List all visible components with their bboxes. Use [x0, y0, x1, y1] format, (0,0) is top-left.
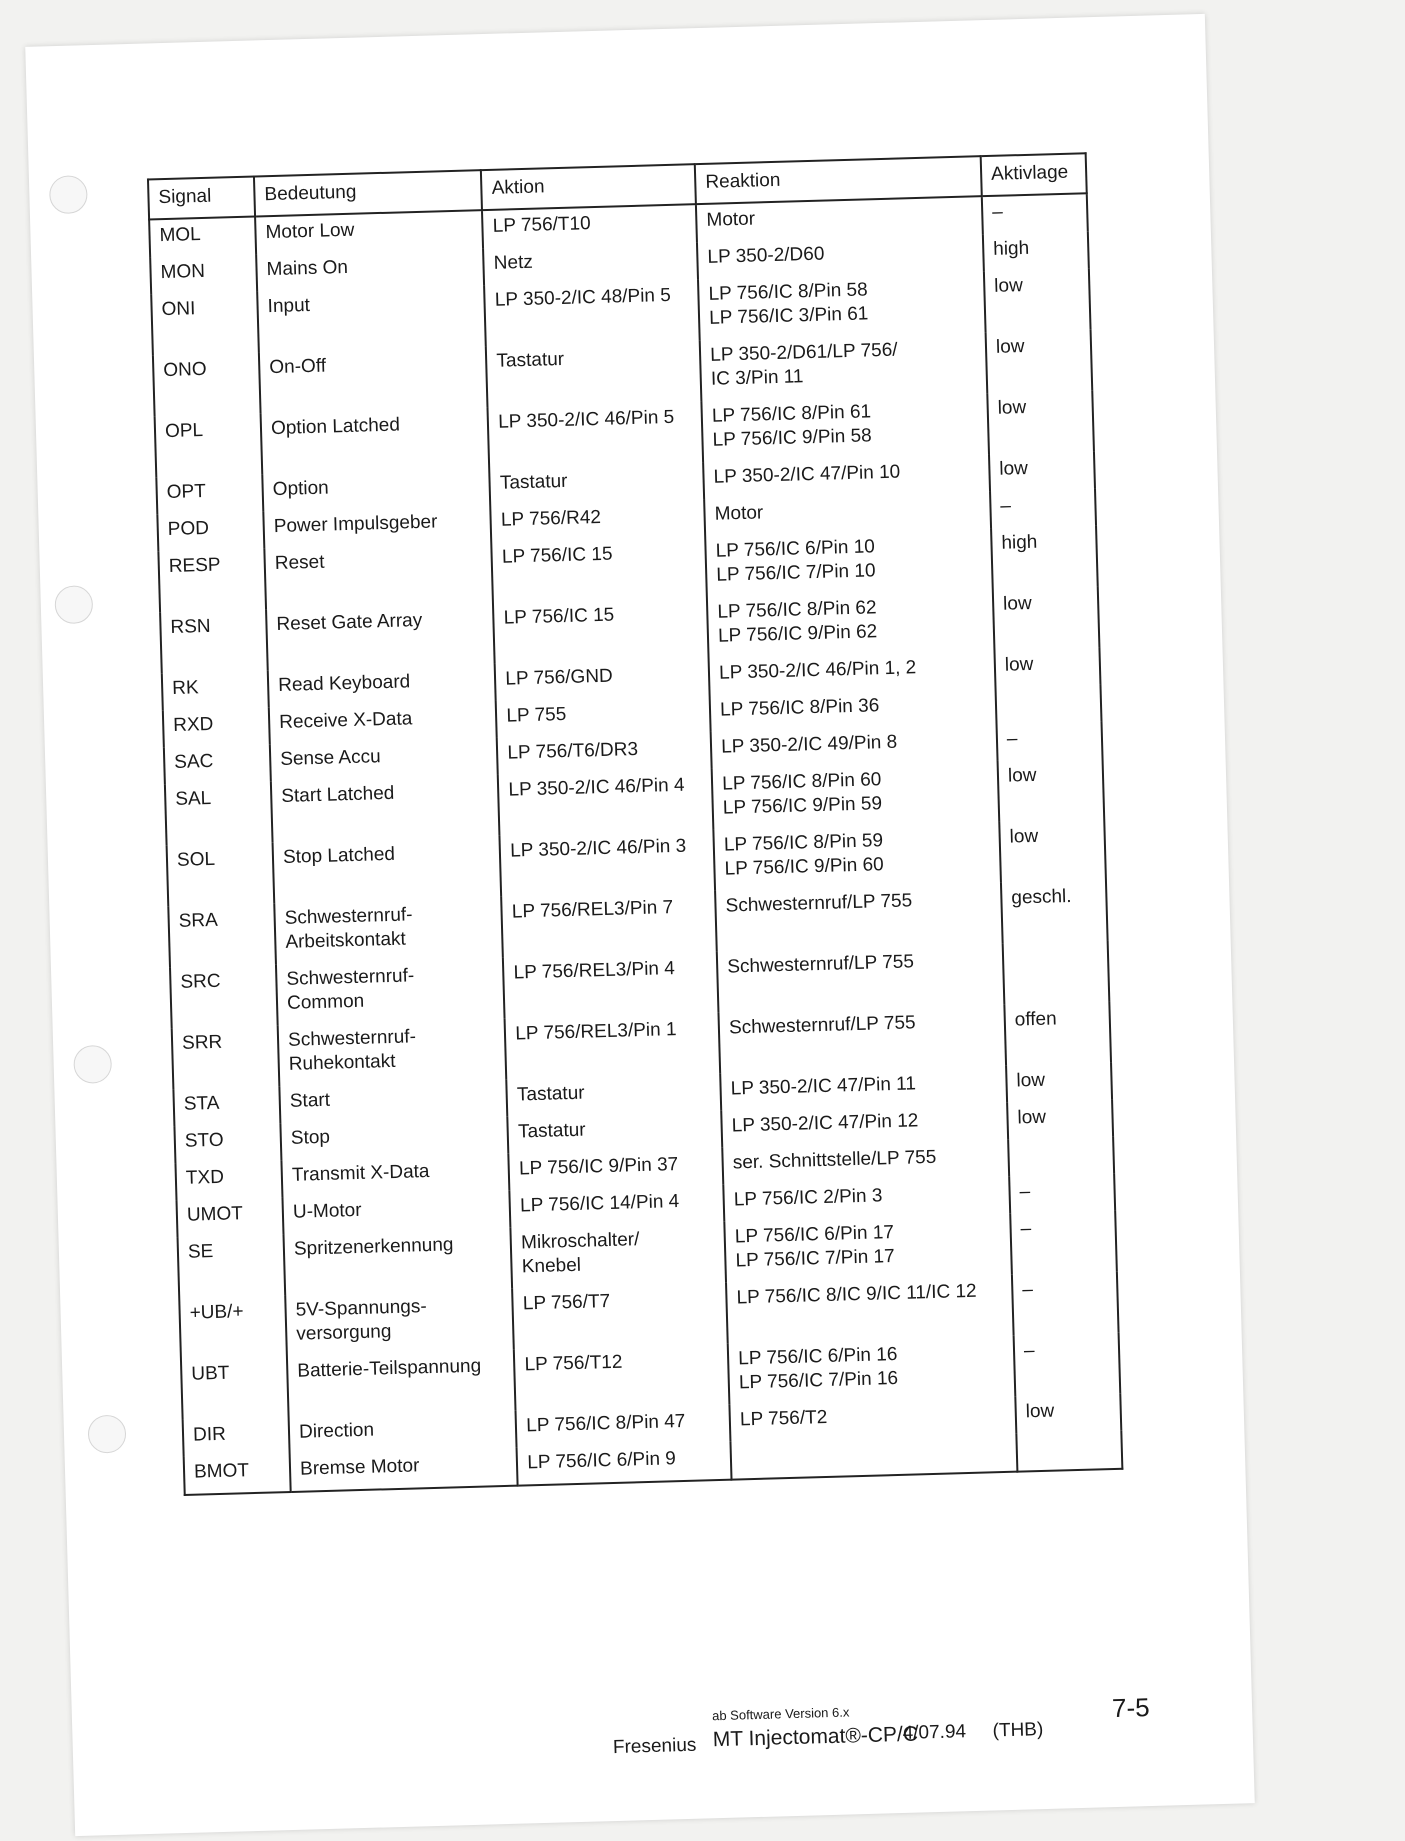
cell-aktion	[517, 1442, 732, 1486]
cell-aktivlage: high	[983, 231, 1089, 271]
cell-aktion-line: LP 756/REL3/Pin 7	[511, 897, 674, 923]
cell-bedeutung	[257, 285, 486, 352]
cell-aktion	[509, 1148, 724, 1191]
cell-bedeutung-line: Power Impulsgeber	[273, 511, 438, 538]
cell-reaktion-line: LP 756/IC 8/Pin 58	[708, 279, 868, 305]
cell-bedeutung	[262, 468, 490, 511]
cell-aktion-line: Tastatur	[516, 1082, 585, 1106]
cell-bedeutung	[268, 664, 496, 707]
cell-reaktion	[700, 332, 987, 401]
cell-aktion-line: LP 350-2/IC 46/Pin 5	[497, 406, 675, 433]
cell-signal: MON	[150, 254, 257, 294]
cell-reaktion-line: LP 756/IC 2/Pin 3	[733, 1185, 883, 1211]
cell-bedeutung-line: Receive X-Data	[278, 708, 413, 733]
cell-bedeutung	[280, 1117, 508, 1160]
footer-date: 4/07.94	[902, 1721, 967, 1744]
cell-bedeutung-line: Direction	[298, 1419, 375, 1443]
cell-bedeutung-line: Reset	[274, 551, 325, 575]
cell-aktivlage: –	[996, 721, 1102, 761]
cell-reaktion	[715, 883, 1002, 952]
cell-bedeutung-line: Start Latched	[281, 782, 395, 807]
cell-bedeutung	[256, 248, 484, 291]
cell-aktion	[507, 1074, 722, 1117]
cell-aktion	[514, 1344, 729, 1411]
cell-signal: SAC	[164, 744, 271, 784]
cell-signal: RESP	[158, 548, 266, 612]
cell-reaktion-line: LP 756/IC 3/Pin 61	[708, 303, 869, 329]
cell-reaktion-line: LP 350-2/IC 47/Pin 12	[731, 1110, 919, 1137]
cell-signal: POD	[157, 511, 264, 551]
cell-signal: UBT	[181, 1356, 289, 1420]
cell-reaktion	[717, 944, 1004, 1013]
cell-reaktion-line: LP 756/IC 6/Pin 17	[734, 1222, 895, 1248]
cell-aktivlage: –	[1009, 1174, 1115, 1214]
cell-aktion	[516, 1405, 731, 1448]
cell-reaktion	[731, 1434, 1018, 1480]
cell-reaktion-line: LP 756/IC 8/Pin 60	[721, 769, 882, 795]
cell-bedeutung	[274, 897, 503, 964]
cell-aktion	[489, 462, 704, 505]
punch-hole	[73, 1045, 112, 1084]
cell-aktivlage: –	[982, 193, 1088, 234]
cell-bedeutung	[276, 958, 505, 1025]
cell-reaktion-line: LP 756/IC 6/Pin 16	[737, 1343, 898, 1370]
cell-reaktion	[713, 822, 1000, 891]
cell-reaktion	[702, 393, 989, 462]
cell-bedeutung-line: Arbeitskontakt	[285, 928, 407, 953]
cell-bedeutung-line: Ruhekontakt	[288, 1050, 396, 1075]
cell-signal: BMOT	[184, 1454, 291, 1495]
cell-aktivlage	[1008, 1137, 1114, 1177]
cell-reaktion	[698, 271, 985, 340]
cell-signal: UMOT	[176, 1197, 283, 1237]
cell-reaktion	[726, 1275, 1013, 1344]
cell-reaktion-line: LP 756/IC 9/Pin 62	[717, 621, 878, 647]
cell-aktion-line: LP 756/T10	[492, 213, 591, 237]
header-aktivlage: Aktivlage	[981, 153, 1087, 196]
cell-aktion-line: LP 756/IC 14/Pin 4	[519, 1191, 680, 1217]
cell-aktion	[505, 1013, 720, 1080]
cell-aktion-line: LP 756/REL3/Pin 1	[515, 1019, 677, 1045]
cell-aktion	[500, 830, 715, 897]
cell-aktion-line: Tastatur	[517, 1119, 586, 1143]
cell-aktion-line: Netz	[493, 251, 534, 274]
cell-reaktion-line: Schwesternruf/LP 755	[728, 1012, 916, 1039]
cell-reaktion-line: LP 350-2/IC 49/Pin 8	[720, 731, 898, 758]
cell-aktion	[486, 340, 701, 407]
cell-signal: SOL	[167, 842, 275, 906]
cell-bedeutung	[269, 701, 497, 744]
cell-aktion	[484, 279, 699, 346]
cell-aktion-line: Mikroschalter/	[520, 1229, 640, 1254]
cell-aktivlage: low	[993, 586, 1100, 650]
cell-reaktion	[719, 1005, 1006, 1074]
header-bedeutung: Bedeutung	[254, 170, 482, 216]
cell-aktion	[492, 536, 707, 603]
cell-signal: STO	[174, 1123, 281, 1163]
cell-signal: SE	[178, 1234, 286, 1298]
cell-signal: SRR	[172, 1025, 280, 1089]
cell-aktion-line: LP 756/T12	[524, 1351, 623, 1376]
cell-aktion-line: Knebel	[521, 1254, 582, 1278]
cell-bedeutung	[279, 1080, 507, 1123]
cell-aktivlage: low	[987, 390, 1094, 454]
cell-aktion-line: LP 755	[506, 703, 567, 727]
cell-bedeutung-line: Sense Accu	[280, 746, 381, 770]
cell-reaktion-line: Schwesternruf/LP 755	[727, 951, 915, 978]
cell-aktion	[510, 1185, 725, 1228]
cell-reaktion	[724, 1214, 1011, 1283]
cell-aktion-line: LP 350-2/IC 48/Pin 5	[494, 284, 672, 311]
cell-reaktion-line: LP 756/IC 7/Pin 17	[735, 1246, 895, 1272]
cell-bedeutung	[263, 505, 491, 548]
cell-aktivlage: low	[999, 819, 1106, 883]
cell-bedeutung	[261, 407, 490, 474]
cell-bedeutung	[259, 346, 488, 413]
cell-aktivlage	[1016, 1431, 1122, 1472]
cell-reaktion-line: Motor	[706, 208, 756, 231]
cell-bedeutung-line: Mains On	[266, 256, 349, 281]
cell-reaktion-line: LP 756/T2	[739, 1406, 828, 1431]
cell-aktivlage	[995, 684, 1101, 724]
cell-signal: ONO	[153, 352, 261, 416]
cell-reaktion-line: LP 756/IC 7/Pin 10	[716, 560, 876, 586]
cell-bedeutung	[285, 1289, 514, 1356]
cell-reaktion-line: LP 756/IC 9/Pin 60	[724, 854, 884, 880]
cell-reaktion-line: Motor	[714, 502, 764, 525]
cell-bedeutung-line: versorgung	[296, 1321, 392, 1345]
cell-bedeutung	[266, 603, 495, 670]
cell-bedeutung-line: Stop	[290, 1126, 331, 1149]
page-number: 7-5	[1111, 1692, 1151, 1724]
cell-aktion	[508, 1111, 723, 1154]
cell-reaktion-line: LP 350-2/IC 47/Pin 10	[713, 461, 901, 488]
cell-signal: ONI	[151, 291, 259, 355]
cell-aktivlage: geschl.	[1001, 880, 1108, 944]
cell-bedeutung	[273, 836, 502, 903]
cell-bedeutung-line: Reset Gate Array	[276, 609, 423, 636]
cell-aktion-line: LP 756/R42	[500, 506, 602, 531]
punch-hole	[49, 175, 88, 214]
cell-aktion-line: LP 756/IC 6/Pin 9	[526, 1448, 677, 1474]
cell-aktion-line: LP 756/IC 15	[503, 604, 615, 629]
cell-bedeutung	[270, 738, 498, 781]
cell-aktion	[491, 499, 706, 542]
cell-aktion	[496, 695, 711, 738]
footer-version: ab Software Version 6.x	[711, 1704, 850, 1724]
cell-reaktion	[728, 1336, 1015, 1405]
cell-bedeutung-line: Start	[289, 1089, 331, 1112]
cell-aktivlage: low	[994, 647, 1100, 687]
cell-bedeutung	[264, 542, 493, 609]
cell-aktion-line: LP 756/IC 9/Pin 37	[518, 1154, 679, 1180]
cell-signal: TXD	[175, 1160, 282, 1200]
cell-bedeutung-line: Spritzenerkennung	[293, 1234, 454, 1260]
cell-aktivlage: offen	[1004, 1002, 1111, 1066]
header-signal: Signal	[148, 176, 255, 219]
cell-bedeutung-line: Option	[272, 477, 330, 501]
cell-aktivlage: low	[1015, 1394, 1121, 1434]
cell-aktion-line: LP 756/T7	[522, 1290, 611, 1315]
cell-bedeutung-line: Schwesternruf-	[284, 904, 413, 929]
cell-aktion	[488, 401, 703, 468]
cell-aktion-line: LP 756/REL3/Pin 4	[513, 958, 676, 984]
cell-bedeutung-line: Schwesternruf-	[287, 1026, 417, 1051]
cell-bedeutung-line: Schwesternruf-	[286, 965, 415, 990]
cell-signal: SRC	[170, 964, 278, 1028]
cell-signal: OPL	[155, 413, 263, 477]
cell-bedeutung	[283, 1191, 511, 1234]
cell-aktivlage: low	[1006, 1063, 1112, 1103]
cell-aktivlage: low	[1007, 1100, 1113, 1140]
cell-aktivlage: high	[991, 525, 1098, 589]
cell-bedeutung	[284, 1228, 513, 1295]
cell-reaktion	[707, 589, 994, 658]
header-reaktion: Reaktion	[695, 156, 982, 204]
cell-reaktion	[705, 528, 992, 597]
cell-bedeutung-line: Transmit X-Data	[291, 1160, 430, 1186]
cell-signal: SAL	[165, 781, 273, 845]
cell-bedeutung	[255, 210, 483, 254]
cell-aktion	[512, 1283, 727, 1350]
cell-aktivlage: low	[984, 268, 1091, 332]
cell-bedeutung-line: Bremse Motor	[299, 1455, 420, 1480]
cell-reaktion-line: LP 756/IC 9/Pin 59	[722, 793, 883, 819]
cell-aktion	[498, 769, 713, 836]
cell-aktion	[497, 732, 712, 775]
cell-reaktion-line: LP 756/IC 8/Pin 62	[717, 597, 877, 623]
cell-aktivlage: low	[986, 329, 1093, 393]
cell-aktion-line: LP 350-2/IC 46/Pin 4	[508, 774, 685, 801]
footer-company: Fresenius	[612, 1734, 697, 1759]
cell-reaktion-line: ser. Schnittstelle/LP 755	[732, 1146, 937, 1174]
cell-reaktion-line: LP 350-2/IC 46/Pin 1, 2	[718, 657, 917, 684]
cell-signal: RK	[162, 670, 269, 710]
cell-signal: RSN	[160, 609, 268, 673]
cell-bedeutung-line: On-Off	[269, 355, 327, 379]
table-body	[149, 193, 1122, 1495]
cell-bedeutung	[281, 1154, 509, 1197]
cell-bedeutung-line: U-Motor	[292, 1199, 362, 1223]
cell-aktion	[483, 242, 698, 285]
cell-aktivlage: –	[1012, 1272, 1119, 1336]
cell-bedeutung	[287, 1350, 516, 1417]
cell-signal: +UB/+	[179, 1295, 287, 1359]
cell-aktion	[501, 891, 716, 958]
cell-reaktion-line: LP 756/IC 8/Pin 36	[719, 695, 880, 721]
cell-bedeutung	[290, 1448, 518, 1492]
cell-reaktion-line: Schwesternruf/LP 755	[725, 890, 913, 917]
cell-reaktion-line: LP 756/IC 7/Pin 16	[738, 1367, 899, 1394]
cell-reaktion	[712, 761, 999, 830]
cell-reaktion-line: LP 756/IC 8/IC 9/IC 11/IC 12	[736, 1280, 977, 1309]
cell-bedeutung-line: 5V-Spannungs-	[295, 1296, 427, 1321]
cell-aktivlage: –	[1010, 1211, 1117, 1275]
cell-reaktion-line: LP 350-2/IC 47/Pin 11	[730, 1073, 917, 1100]
cell-reaktion-line: IC 3/Pin 11	[710, 366, 804, 390]
cell-bedeutung-line: Stop Latched	[282, 843, 396, 868]
cell-aktion-line: LP 756/T6/DR3	[507, 738, 639, 764]
cell-aktivlage: –	[990, 488, 1096, 528]
cell-reaktion-line: LP 350-2/D60	[707, 243, 825, 268]
cell-bedeutung-line: Motor Low	[265, 219, 355, 244]
cell-bedeutung-line: Input	[267, 294, 311, 318]
cell-aktion-line: LP 756/IC 8/Pin 47	[525, 1410, 686, 1437]
cell-bedeutung-line: Batterie-Teilspannung	[297, 1355, 482, 1382]
cell-aktion-line: Tastatur	[496, 348, 565, 372]
cell-aktivlage	[1003, 941, 1110, 1005]
cell-aktion-line: Tastatur	[499, 470, 568, 494]
footer-author: (THB)	[992, 1719, 1044, 1742]
cell-bedeutung-line: Option Latched	[270, 414, 401, 440]
cell-bedeutung-line: Read Keyboard	[277, 671, 411, 697]
cell-signal: RXD	[163, 707, 270, 747]
cell-bedeutung-line: Common	[286, 990, 365, 1014]
cell-aktivlage: –	[1014, 1333, 1121, 1397]
cell-aktion	[495, 658, 710, 701]
cell-aktivlage: low	[998, 758, 1105, 822]
punch-hole	[54, 585, 93, 624]
cell-reaktion-line: LP 756/IC 8/Pin 59	[723, 830, 884, 856]
page-footer	[72, 1673, 1254, 1796]
cell-aktion-line: LP 756/GND	[505, 665, 614, 690]
cell-reaktion-line: LP 350-2/D61/LP 756/	[709, 339, 898, 366]
cell-reaktion-line: LP 756/IC 6/Pin 10	[715, 536, 876, 562]
cell-aktion	[482, 204, 697, 248]
cell-signal: STA	[173, 1086, 280, 1126]
cell-aktion	[511, 1222, 726, 1289]
cell-aktion-line: LP 350-2/IC 46/Pin 3	[509, 835, 687, 862]
cell-signal: MOL	[149, 216, 256, 257]
cell-signal: DIR	[183, 1417, 290, 1457]
cell-signal: OPT	[156, 474, 263, 514]
cell-reaktion-line: LP 756/IC 9/Pin 58	[712, 425, 873, 451]
cell-bedeutung	[271, 775, 500, 842]
document-page	[25, 14, 1255, 1836]
cell-aktivlage: low	[989, 451, 1095, 491]
punch-hole	[87, 1415, 126, 1454]
header-aktion: Aktion	[481, 164, 696, 210]
footer-product: MT Injectomat®-CP/C	[712, 1722, 919, 1752]
cell-reaktion-line: LP 756/IC 8/Pin 61	[711, 401, 872, 427]
cell-aktion	[503, 952, 718, 1019]
cell-signal: SRA	[168, 903, 276, 967]
cell-bedeutung	[278, 1019, 507, 1086]
cell-aktion-line: LP 756/IC 15	[501, 543, 613, 568]
cell-aktion	[493, 597, 708, 664]
signal-table	[147, 152, 1123, 1496]
cell-bedeutung	[289, 1411, 517, 1454]
